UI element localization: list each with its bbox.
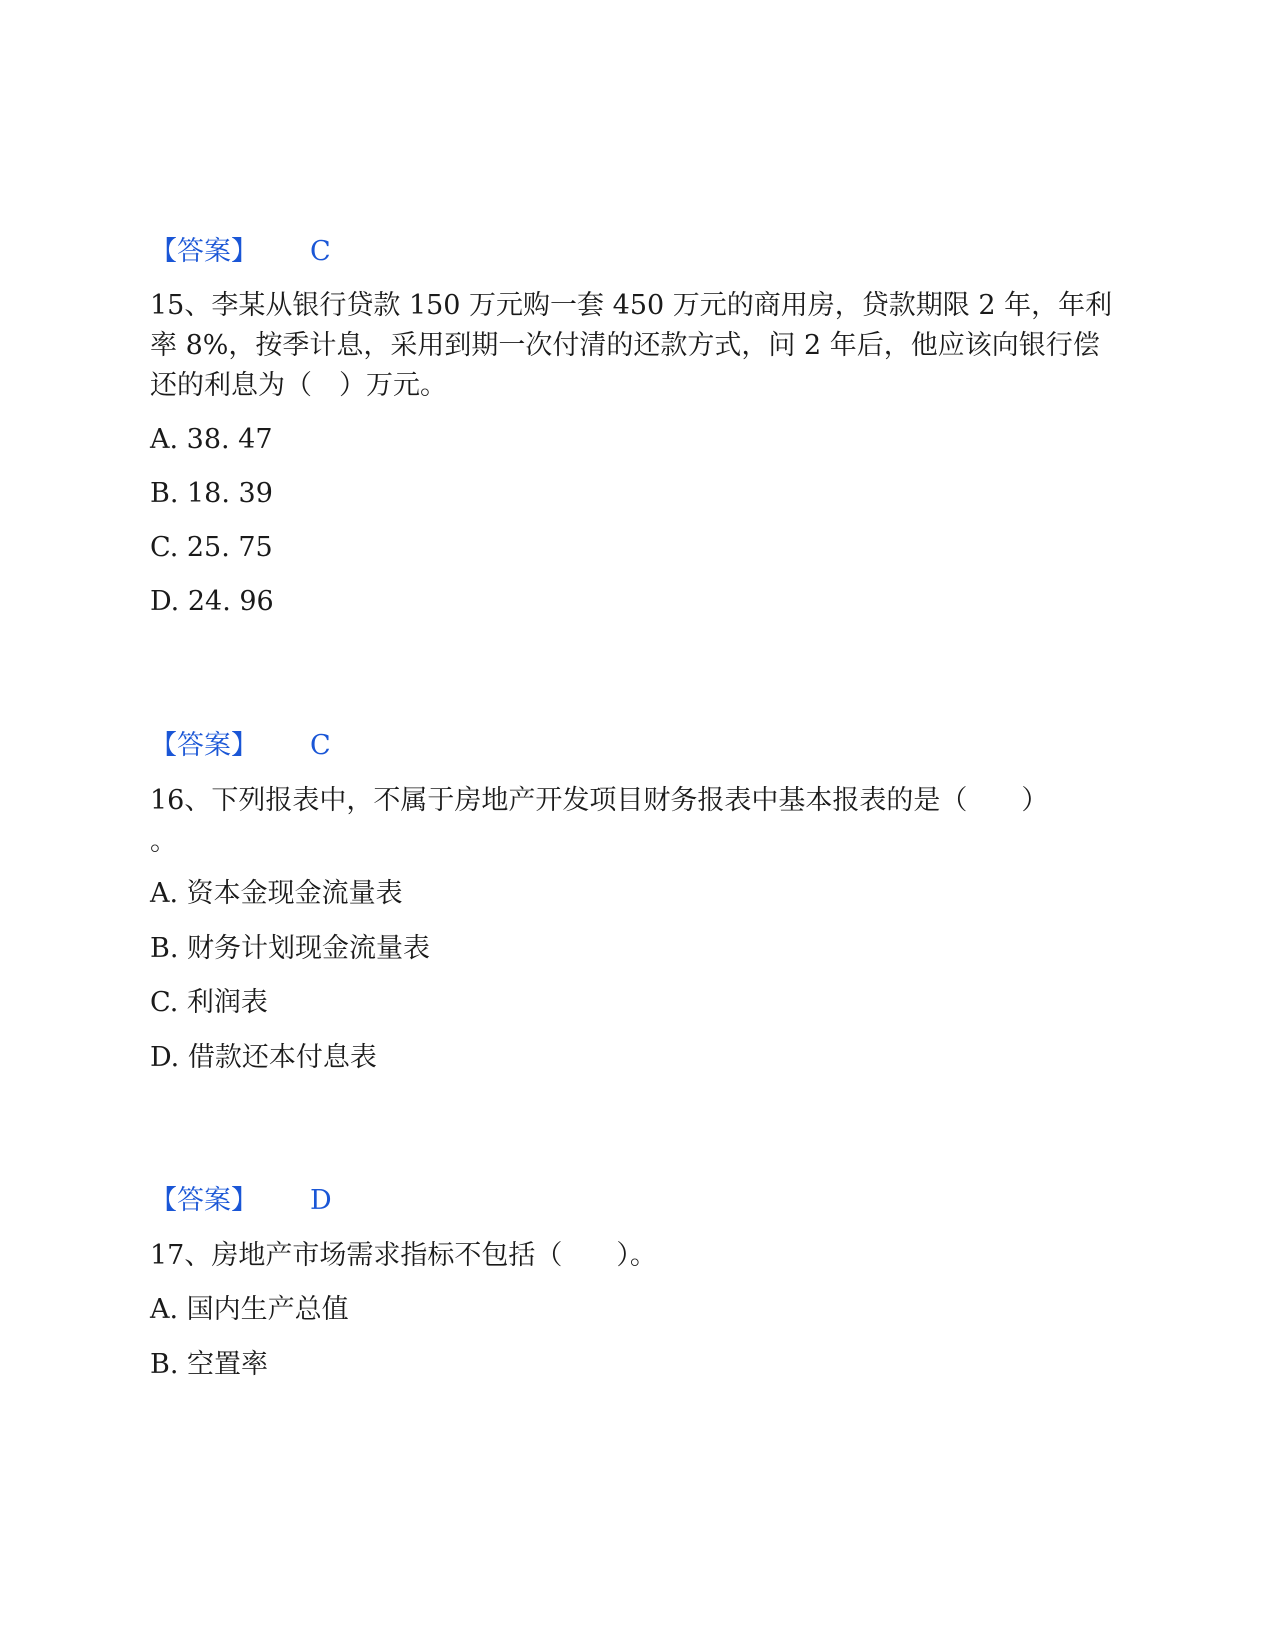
option-c: C. 25. 75 — [150, 532, 273, 563]
option-a: A. 资本金现金流量表 — [150, 878, 403, 909]
answer-value: C — [310, 236, 331, 267]
question-16-line2: 。 — [150, 826, 177, 857]
question-15 — [150, 286, 1120, 406]
question-17: 17、房地产市场需求指标不包括（ ）。 — [150, 1240, 657, 1271]
option-b: B. 18. 39 — [150, 478, 273, 509]
option-a: A. 国内生产总值 — [150, 1294, 349, 1325]
option-d: D. 24. 96 — [150, 586, 274, 617]
option-c: C. 利润表 — [150, 987, 268, 1018]
answer-label: 【答案】 — [150, 236, 258, 267]
option-d: D. 借款还本付息表 — [150, 1042, 377, 1073]
option-b: B. 财务计划现金流量表 — [150, 933, 431, 964]
question-16-line1: 16、下列报表中，不属于房地产开发项目财务报表中基本报表的是（ ） — [150, 785, 1049, 816]
answer-value: C — [310, 730, 331, 761]
option-b: B. 空置率 — [150, 1349, 269, 1380]
answer-value: D — [310, 1185, 332, 1216]
question-text: 15、李某从银行贷款 150 万元购一套 450 万元的商用房，贷款期限 2 年，年利率 8%，按季计息，采用到期一次付清的还款方式，问 2 年后，他应该向银行偿还的利息为（ ）万元。 — [150, 290, 1113, 401]
answer-label: 【答案】 — [150, 1185, 258, 1216]
option-a: A. 38. 47 — [150, 424, 273, 455]
answer-row — [150, 726, 1120, 766]
answer-label: 【答案】 — [150, 730, 258, 761]
answer-row — [150, 232, 1120, 272]
answer-row — [150, 1181, 1120, 1221]
